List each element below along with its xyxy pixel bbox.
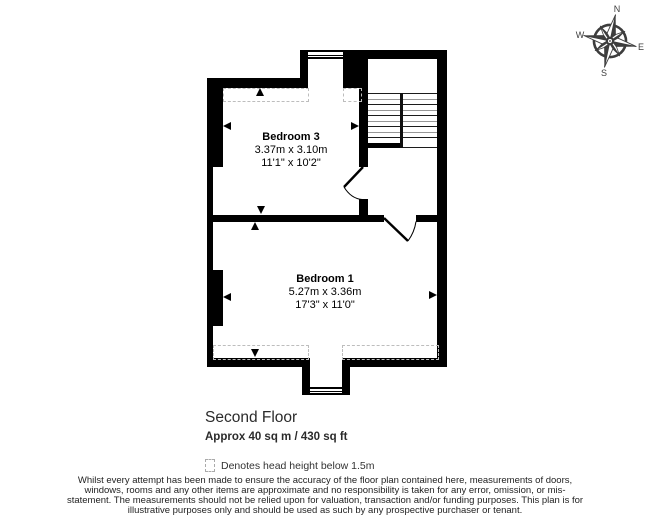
window-glazing-line [308,55,343,56]
stair-tread [368,126,400,127]
wall-top-stairwell [365,50,447,59]
wall-right-main [437,50,447,367]
wall-divider-left [207,215,384,222]
dormer-bottom-left-wall [302,358,310,395]
door-leaf-bedroom1 [384,218,408,241]
compass-label-south: S [600,68,608,78]
stair-tread [368,121,400,122]
room-dimensions-metric: 5.27m x 3.36m [288,286,362,298]
stair-tread [368,104,400,105]
window-glazing-line [308,57,343,58]
stair-tread [403,99,437,100]
room-label-bedroom-3 [211,131,371,170]
stair-tread [368,115,400,116]
floor-title: Second Floor [205,409,298,426]
arrow-down-icon [257,206,265,214]
head-height-legend [205,459,375,472]
stair-tread [403,104,437,105]
stair-tread [368,110,400,111]
door-leaf-bedroom3 [344,167,363,187]
stair-tread [368,99,400,100]
door-arc-bedroom1 [408,222,416,242]
arrow-up-icon [256,88,264,96]
window-top-dormer [308,50,343,59]
head-height-zone-top-right [343,88,362,102]
head-height-zone-bottom-left [213,345,309,360]
wall-top-bedroom3 [207,78,308,88]
compass-label-east: E [637,42,645,52]
dormer-top-left-wall [300,50,308,88]
chimney-breast [207,270,223,326]
stair-tread [403,93,437,94]
floor-area: Approx 40 sq m / 430 sq ft [205,431,348,443]
room-name: Bedroom 1 [296,273,354,285]
arrow-left-icon [223,122,231,130]
room-label-bedroom-1 [245,273,405,312]
window-glazing-line [310,394,342,395]
compass-label-west: W [575,30,585,40]
stair-tread [403,126,437,127]
window-bottom-dormer [310,387,342,395]
head-height-legend-text: Denotes head height below 1.5m [221,459,375,472]
stair-tread [368,93,400,94]
stair-tread [368,132,400,133]
window-glazing-line [310,391,342,392]
stair-stringer [400,93,403,148]
compass-rose [572,0,650,86]
stair-tread [403,110,437,111]
room-name: Bedroom 3 [262,131,320,143]
room-dimensions-metric: 3.37m x 3.10m [254,144,328,156]
arrow-right-icon [429,291,437,299]
stair-tread [403,121,437,122]
arrow-down-icon [251,349,259,357]
room-dimensions-imperial: 11'1" x 10'2" [261,157,321,169]
room-dimensions-imperial: 17'3" x 11'0" [295,299,355,311]
compass-label-north: N [613,4,621,14]
stair-tread [368,137,400,138]
stair-tread [403,147,437,148]
head-height-zone-bottom-right [342,345,439,360]
compass-star [575,9,645,73]
door-arc-bedroom3 [344,187,362,200]
wall-divider-right [416,215,447,222]
arrow-right-icon [351,122,359,130]
head-height-zone-top-left [223,88,309,102]
disclaimer-text: Whilst every attempt has been made to ensure the accuracy of the floor plan contained here, measurements of doors, windows, rooms and any other items are approximate and no responsibility is taken for any error, omission, or mis-statement. The measurements should not be relied upon for valuation, transaction and/or funding purposes. This plan is for illustrative purposes only and should be used as such by any prospective purchaser or tenant. [66,475,584,516]
stair-tread [403,115,437,116]
stair-tread [403,132,437,133]
arrow-up-icon [251,222,259,230]
stair-tread [403,137,437,138]
arrow-left-icon [223,293,231,301]
head-height-key-icon [205,459,215,472]
